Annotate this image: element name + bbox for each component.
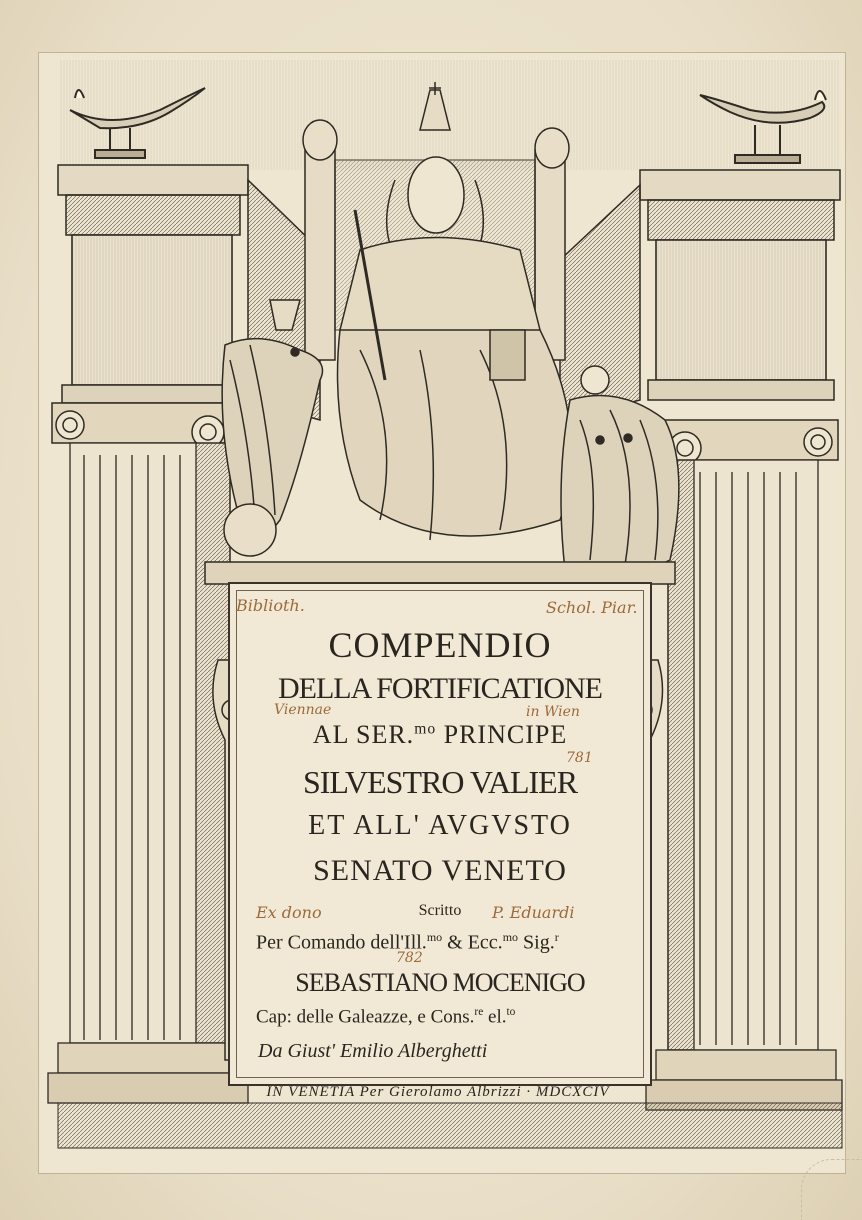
comando-sup2: mo: [502, 930, 519, 944]
senato-line: SENATO VENETO: [313, 854, 567, 887]
book-subtitle: DELLA FORTIFICATIONE: [277, 672, 603, 705]
title-tablet: [228, 582, 652, 1086]
orb-icon: [224, 504, 276, 556]
left-column: [48, 443, 248, 1103]
handwritten-number-781: 781: [566, 750, 593, 766]
dedication-principe: PRINCIPE: [443, 720, 568, 749]
comando-line: [256, 930, 676, 955]
handwritten-ex-dono: Ex dono: [256, 903, 322, 922]
mask-right-icon: [535, 128, 569, 168]
capitano-b: el.: [483, 1006, 507, 1028]
dedication-sup: mo: [414, 720, 437, 738]
base-plinth: [58, 1103, 842, 1148]
comando-sup1: mo: [426, 930, 443, 944]
comando-a: Per Comando dell'Ill.: [256, 931, 427, 954]
dedicatee-name: SILVESTRO VALIER: [302, 764, 578, 800]
printer-imprint: IN VENETIA Per Gierolamo Albrizzi · MDCXCIV: [266, 1084, 610, 1100]
author-line: Da Giust' Emilio Alberghetti: [258, 1040, 488, 1062]
comando-sup3: r: [554, 930, 559, 944]
comando-b: & Ecc.: [442, 931, 503, 954]
sky-hatching: [60, 60, 840, 170]
handwritten-biblioth: Biblioth.: [236, 596, 305, 615]
dedication-line: [230, 720, 650, 750]
book-title: COMPENDIO: [328, 625, 552, 665]
book-icon: [490, 330, 525, 380]
capitano-sup2: to: [506, 1006, 516, 1018]
dedication-ser: AL SER.: [312, 720, 415, 749]
handwritten-number-782: 782: [396, 950, 423, 966]
augusto-line: ET ALL' AVGVSTO: [308, 810, 572, 841]
scritto-line: Scritto: [418, 902, 462, 919]
capitano-line: [256, 1006, 676, 1028]
throne-platform: [205, 562, 675, 584]
mask-left-icon: [303, 120, 337, 160]
handwritten-p-eduardi: P. Eduardi: [492, 903, 575, 922]
library-stamp: [801, 1159, 862, 1220]
capitano-a: Cap: delle Galeazze, e Cons.: [256, 1006, 475, 1028]
capitano-sup1: re: [474, 1006, 484, 1018]
handwritten-viennae: Viennae: [274, 702, 332, 718]
handwritten-in-wien: in Wien: [526, 704, 580, 720]
comando-c: Sig.: [518, 931, 555, 954]
putto-icon: [581, 366, 609, 394]
left-ionic-capital: [52, 403, 242, 448]
handwritten-schol-piar: Schol. Piar.: [546, 598, 638, 617]
mocenigo-line: SEBASTIANO MOCENIGO: [295, 968, 585, 997]
